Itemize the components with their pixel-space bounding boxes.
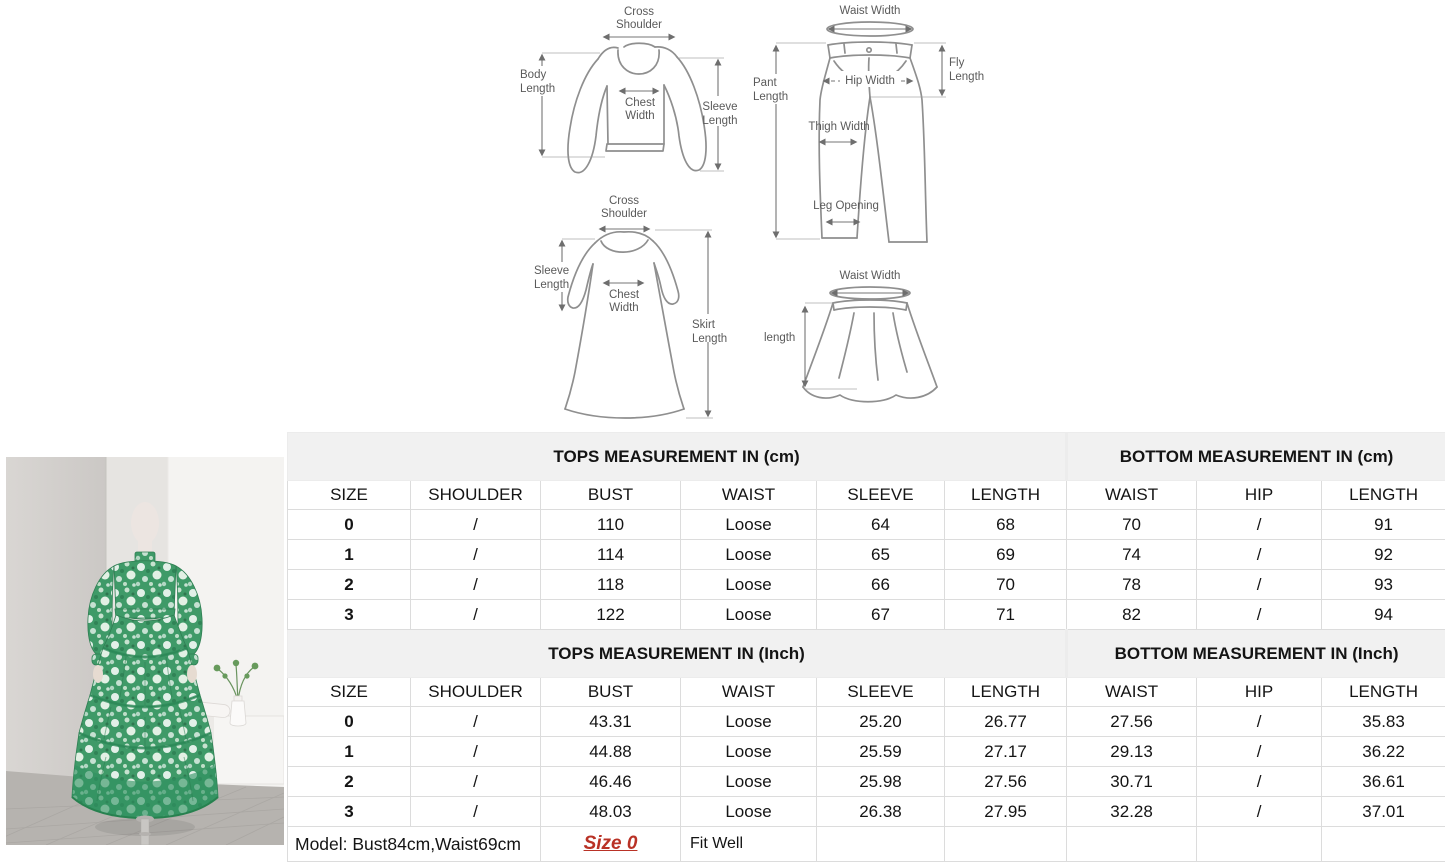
table-cell: / — [1197, 510, 1322, 540]
table-cell: Loose — [681, 600, 817, 630]
table-cell: 1 — [288, 540, 411, 570]
model-info: Model: Bust84cm,Waist69cm — [288, 827, 541, 862]
label-skirt-length: Skirt — [692, 319, 715, 331]
inch-data-rows — [288, 707, 1445, 827]
table-row — [288, 707, 1445, 737]
empty-cell — [817, 827, 945, 862]
label-cross-shoulder: Shoulder — [600, 208, 648, 220]
label-chest-width: Width — [625, 110, 655, 122]
label-body-length: Length — [520, 83, 556, 95]
table-cell: 3 — [288, 600, 411, 630]
label-thigh-width: Thigh Width — [808, 121, 870, 133]
product-photo — [6, 457, 284, 845]
table-cell: 3 — [288, 797, 411, 827]
table-row — [288, 737, 1445, 767]
pedestal — [208, 716, 284, 784]
size-chart-table — [287, 432, 1445, 862]
table-cell: Loose — [681, 707, 817, 737]
column-header: HIP — [1197, 678, 1322, 707]
table-cell: 43.31 — [541, 707, 681, 737]
table-cell: Loose — [681, 510, 817, 540]
table-cell: 25.59 — [817, 737, 945, 767]
table-cell: / — [1197, 570, 1322, 600]
table-cell: Loose — [681, 737, 817, 767]
mannequin-head — [131, 502, 159, 544]
empty-cell — [945, 827, 1067, 862]
label-cross-shoulder: Cross — [608, 195, 640, 207]
label-waist-width: Waist Width — [839, 5, 901, 17]
label-cross-shoulder: Shoulder — [615, 19, 663, 31]
label-skirt-length: Length — [692, 333, 728, 345]
column-header: SLEEVE — [817, 678, 945, 707]
tops-cm-header: TOPS MEASUREMENT IN (cm) — [288, 433, 1067, 481]
model-info-row — [288, 827, 1445, 862]
bottom-inch-header: BOTTOM MEASUREMENT IN (Inch) — [1067, 630, 1445, 678]
tops-inch-header: TOPS MEASUREMENT IN (Inch) — [288, 630, 1067, 678]
table-cell: 48.03 — [541, 797, 681, 827]
skirt-diagram — [764, 270, 937, 402]
empty-cell — [1067, 827, 1197, 862]
table-cell: / — [1197, 600, 1322, 630]
table-cell: 46.46 — [541, 767, 681, 797]
column-header: LENGTH — [945, 481, 1067, 510]
column-header: LENGTH — [1322, 678, 1445, 707]
table-cell: 44.88 — [541, 737, 681, 767]
table-cell: 26.38 — [817, 797, 945, 827]
column-header: SIZE — [288, 481, 411, 510]
table-row — [288, 600, 1445, 630]
label-sleeve-length: Sleeve — [534, 265, 570, 277]
label-body-length: Body — [520, 69, 547, 81]
model-size-cell — [541, 827, 681, 862]
label-pant-length: Length — [753, 91, 789, 103]
table-cell: / — [411, 540, 541, 570]
table-cell: / — [411, 510, 541, 540]
table-cell: 36.61 — [1322, 767, 1445, 797]
table-cell: 64 — [817, 510, 945, 540]
table-cell: 27.95 — [945, 797, 1067, 827]
label-sleeve-length: Sleeve — [702, 101, 738, 113]
label-fly-length: Fly — [949, 57, 965, 69]
table-cell: 2 — [288, 767, 411, 797]
column-header: LENGTH — [1322, 481, 1445, 510]
inch-column-header-row — [288, 678, 1445, 707]
table-cell: 1 — [288, 737, 411, 767]
table-cell: 32.28 — [1067, 797, 1197, 827]
label-chest-width: Chest — [608, 289, 640, 301]
table-cell: 29.13 — [1067, 737, 1197, 767]
column-header: BUST — [541, 678, 681, 707]
table-cell: / — [411, 797, 541, 827]
table-cell: 0 — [288, 707, 411, 737]
table-cell: 114 — [541, 540, 681, 570]
table-cell: 74 — [1067, 540, 1197, 570]
table-cell: 68 — [945, 510, 1067, 540]
pants-diagram — [753, 5, 984, 242]
table-cell: Loose — [681, 767, 817, 797]
table-cell: / — [411, 767, 541, 797]
table-cell: 2 — [288, 570, 411, 600]
table-cell: 25.98 — [817, 767, 945, 797]
table-cell: 65 — [817, 540, 945, 570]
table-cell: 67 — [817, 600, 945, 630]
column-header: WAIST — [681, 678, 817, 707]
table-cell: Loose — [681, 570, 817, 600]
table-cell: / — [1197, 707, 1322, 737]
table-cell: / — [411, 707, 541, 737]
table-cell: / — [1197, 540, 1322, 570]
table-cell: 35.83 — [1322, 707, 1445, 737]
table-row — [288, 510, 1445, 540]
model-size: Size 0 — [583, 833, 638, 854]
table-cell: / — [1197, 797, 1322, 827]
table-cell: 30.71 — [1067, 767, 1197, 797]
table-cell: 27.56 — [1067, 707, 1197, 737]
empty-cell — [1322, 827, 1445, 862]
table-row — [288, 540, 1445, 570]
table-cell: 93 — [1322, 570, 1445, 600]
label-sleeve-length: Length — [534, 279, 570, 291]
empty-cell — [1197, 827, 1322, 862]
cm-data-rows — [288, 510, 1445, 630]
column-header: WAIST — [1067, 481, 1197, 510]
table-row — [288, 570, 1445, 600]
label-leg-opening: Leg Opening — [813, 200, 879, 212]
column-header: SHOULDER — [411, 481, 541, 510]
label-sleeve-length: Length — [702, 115, 738, 127]
column-header: SIZE — [288, 678, 411, 707]
table-cell: / — [1197, 737, 1322, 767]
label-chest-width: Width — [609, 302, 639, 314]
cm-column-header-row — [288, 481, 1445, 510]
table-cell: 27.17 — [945, 737, 1067, 767]
table-cell: Loose — [681, 797, 817, 827]
table-cell: / — [411, 570, 541, 600]
column-header: WAIST — [1067, 678, 1197, 707]
table-cell: / — [411, 737, 541, 767]
bottom-cm-header: BOTTOM MEASUREMENT IN (cm) — [1067, 433, 1445, 481]
inch-band-row — [288, 630, 1445, 678]
cm-band-row — [288, 433, 1445, 481]
table-cell: 110 — [541, 510, 681, 540]
table-cell: 37.01 — [1322, 797, 1445, 827]
column-header: SHOULDER — [411, 678, 541, 707]
column-header: HIP — [1197, 481, 1322, 510]
label-waist-width: Waist Width — [839, 270, 901, 282]
table-cell: 92 — [1322, 540, 1445, 570]
table-cell: / — [1197, 767, 1322, 797]
table-cell: 71 — [945, 600, 1067, 630]
table-cell: 70 — [1067, 510, 1197, 540]
table-cell: 118 — [541, 570, 681, 600]
column-header: SLEEVE — [817, 481, 945, 510]
label-hip-width: Hip Width — [845, 75, 895, 87]
table-cell: 94 — [1322, 600, 1445, 630]
label-pant-length: Pant — [753, 77, 777, 89]
table-cell: 82 — [1067, 600, 1197, 630]
table-cell: 36.22 — [1322, 737, 1445, 767]
column-header: LENGTH — [945, 678, 1067, 707]
table-cell: Loose — [681, 540, 817, 570]
label-fly-length: Length — [949, 71, 985, 83]
measurement-diagram — [512, 0, 992, 430]
table-cell: 66 — [817, 570, 945, 600]
table-cell: 70 — [945, 570, 1067, 600]
table-cell: 27.56 — [945, 767, 1067, 797]
label-length: length — [764, 332, 796, 344]
tops-diagram — [520, 6, 738, 173]
table-row — [288, 797, 1445, 827]
column-header: WAIST — [681, 481, 817, 510]
label-chest-width: Chest — [624, 97, 656, 109]
table-cell: 0 — [288, 510, 411, 540]
table-cell: 25.20 — [817, 707, 945, 737]
dress-diagram — [534, 195, 727, 418]
table-cell: 69 — [945, 540, 1067, 570]
table-cell: / — [411, 600, 541, 630]
fit-note: Fit Well — [681, 827, 817, 862]
table-cell: 122 — [541, 600, 681, 630]
column-header: BUST — [541, 481, 681, 510]
table-cell: 91 — [1322, 510, 1445, 540]
table-cell: 26.77 — [945, 707, 1067, 737]
table-row — [288, 767, 1445, 797]
label-cross-shoulder: Cross — [623, 6, 655, 18]
table-cell: 78 — [1067, 570, 1197, 600]
